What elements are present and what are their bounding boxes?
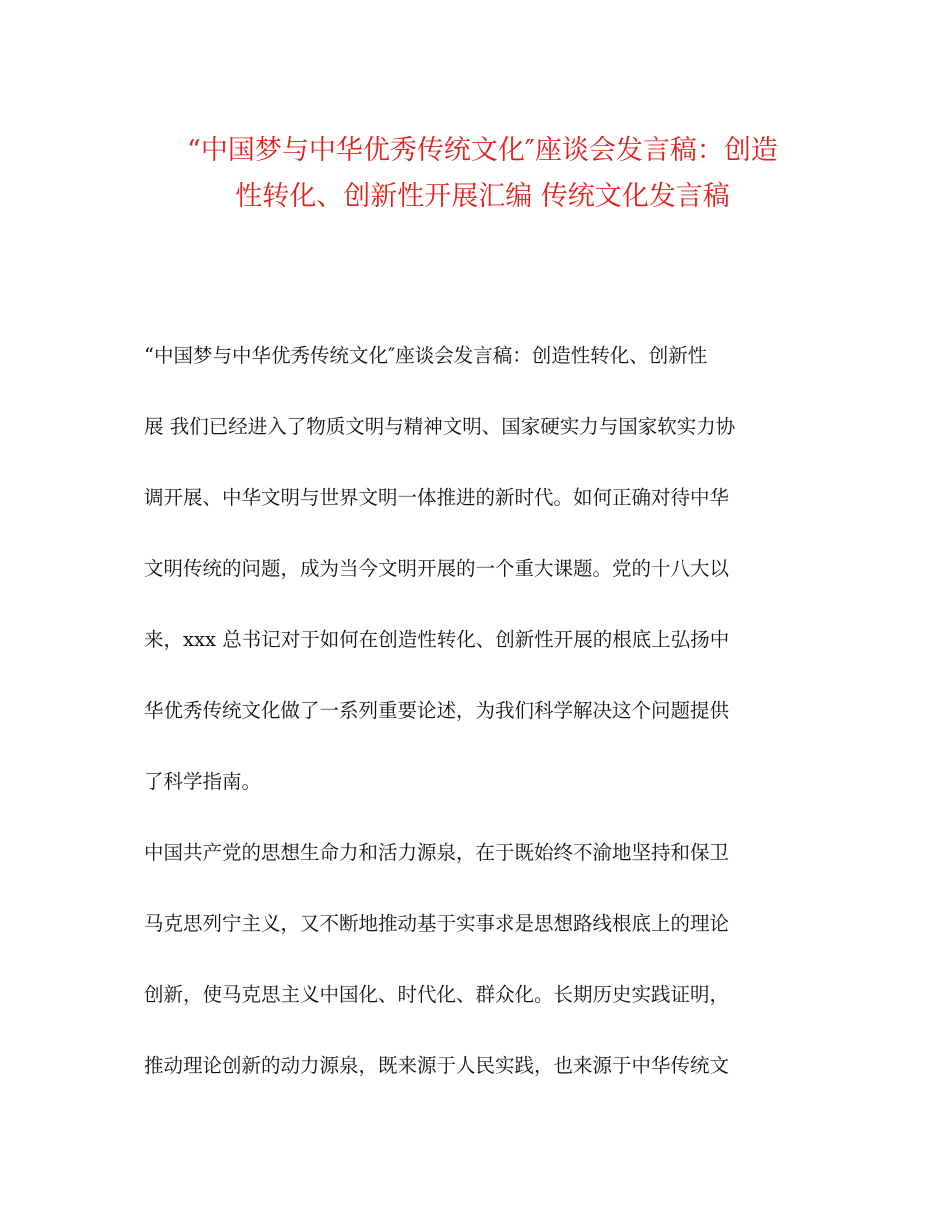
body-text-line: 文明传统的问题，成为当今文明开展的一个重大课题。党的十八大以 <box>144 557 730 580</box>
body-text-line: “中国梦与中华优秀传统文化″座谈会发言稿：创造性转化、创新性 <box>144 344 708 367</box>
document-title <box>150 128 815 220</box>
body-text-line: 推动理论创新的动力源泉，既来源于人民实践，也来源于中华传统文 <box>144 1054 730 1077</box>
body-text-line: 华优秀传统文化做了一系列重要论述，为我们科学解决这个问题提供 <box>144 699 730 722</box>
body-text-line: 调开展、中华文明与世界文明一体推进的新时代。如何正确对待中华 <box>144 486 730 509</box>
body-text-line: 来，xxx 总书记对于如何在创造性转化、创新性开展的根底上弘扬中 <box>144 628 730 651</box>
body-text-line: 马克思列宁主义，又不断地推动基于实事求是思想路线根底上的理论 <box>144 912 730 935</box>
title-line: 性转化、创新性开展汇编 传统文化发言稿 <box>235 181 730 212</box>
body-text-line: 创新，使马克思主义中国化、时代化、群众化。长期历史实践证明， <box>144 983 730 1006</box>
body-text-line: 展 我们已经进入了物质文明与精神文明、国家硬实力与国家软实力协 <box>144 415 736 438</box>
body-text-line: 了科学指南。 <box>144 770 262 793</box>
title-line: “中国梦与中华优秀传统文化″座谈会发言稿：创造 <box>187 135 778 166</box>
body-text-line: 中国共产党的思想生命力和活力源泉，在于既始终不渝地坚持和保卫 <box>144 841 730 864</box>
